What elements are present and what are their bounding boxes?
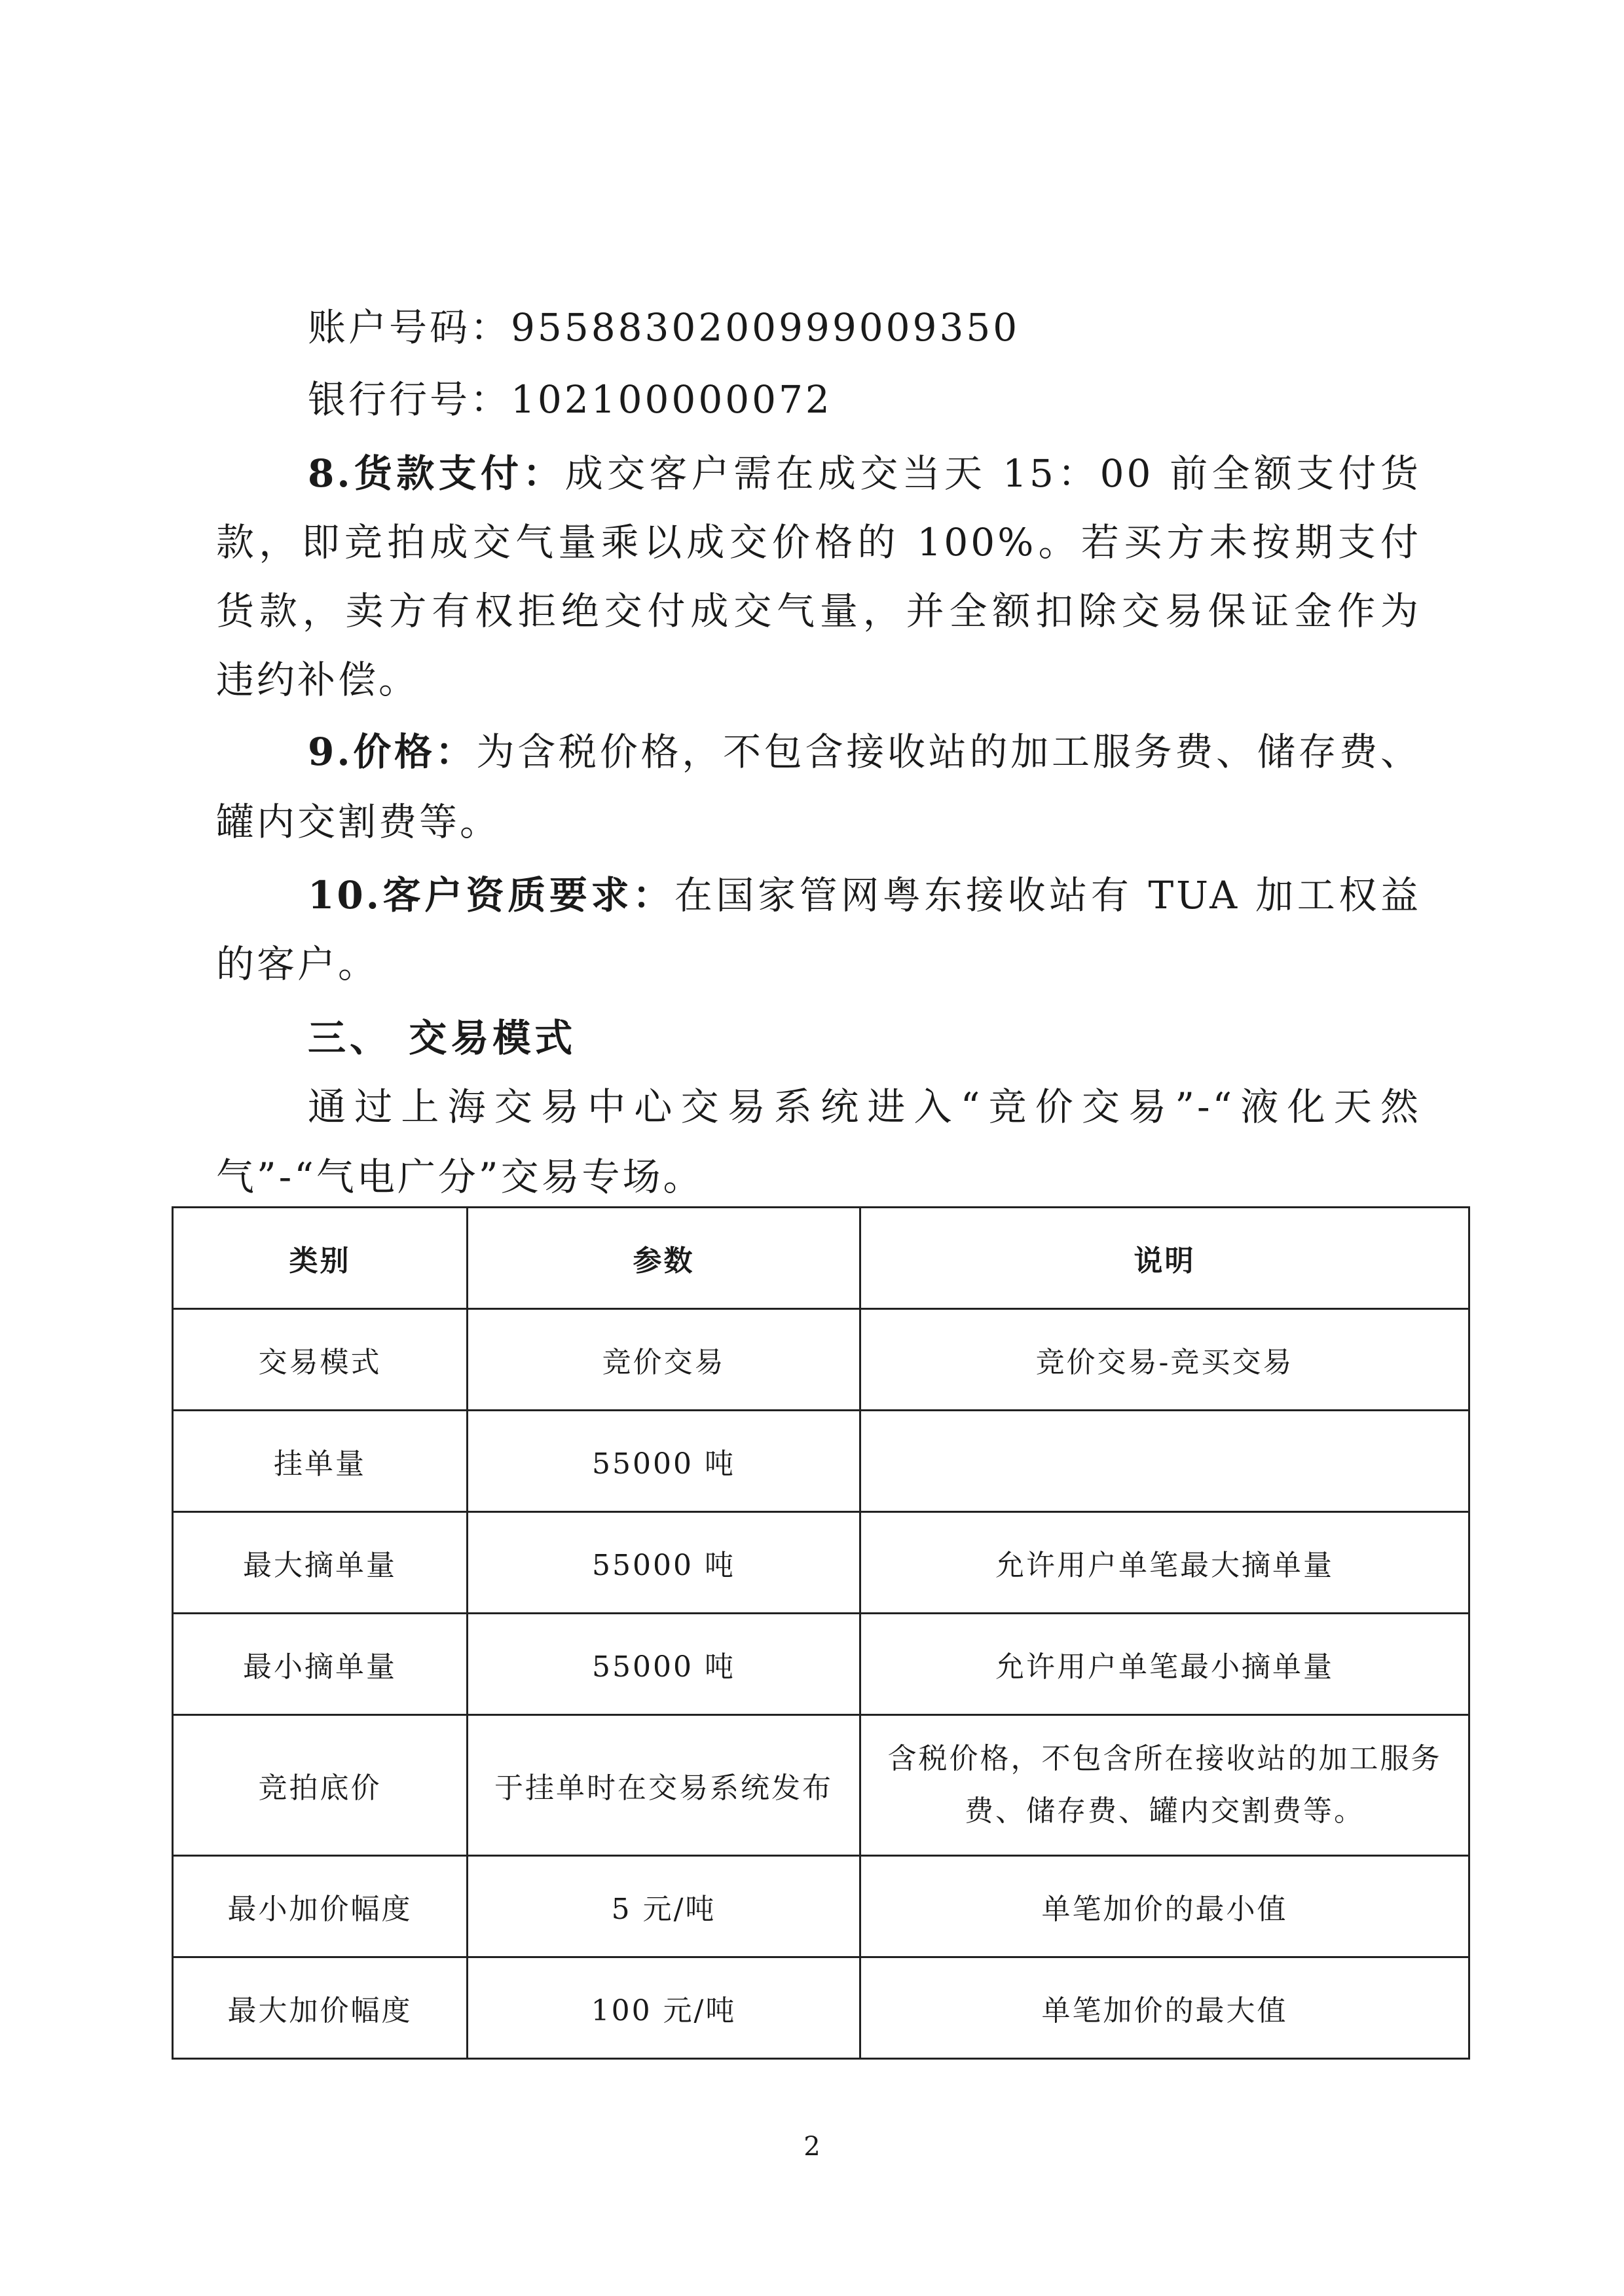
section3-paragraph-line-2: 气”-“气电广分”交易专场。: [216, 1155, 704, 1199]
price-paragraph-line-1: [308, 722, 1421, 781]
table-cell-category: 竞拍底价: [173, 1715, 468, 1856]
table-header-parameter: 参数: [468, 1208, 860, 1309]
table-cell-parameter: 55000 吨: [468, 1411, 860, 1512]
table-header-row: [173, 1208, 1469, 1309]
bank-code-value: 102100000072: [511, 377, 832, 422]
table-cell-parameter: 55000 吨: [468, 1512, 860, 1614]
table-row: [173, 1512, 1469, 1614]
table-header-category: 类别: [173, 1208, 468, 1309]
account-number-label: 账户号码：: [308, 305, 511, 350]
table-row: [173, 1715, 1469, 1856]
table-cell-description: [860, 1715, 1469, 1856]
table-cell-description: 允许用户单笔最小摘单量: [860, 1614, 1469, 1715]
payment-paragraph-line-3: 货款，卖方有权拒绝交付成交气量，并全额扣除交易保证金作为: [216, 589, 1421, 633]
description-line-1: 含税价格，不包含所在接收站的加工服务: [887, 1742, 1442, 1775]
price-text-1: 为含税价格，不包含接收站的加工服务费、储存费、: [476, 730, 1421, 774]
table-cell-category: 最小摘单量: [173, 1614, 468, 1715]
table-cell-category: 最小加价幅度: [173, 1856, 468, 1957]
payment-paragraph-line-1: [308, 444, 1421, 503]
bank-code-line: [308, 370, 1421, 429]
table-cell-parameter: 于挂单时在交易系统发布: [468, 1715, 860, 1856]
section3-paragraph-line-1: 通过上海交易中心交易系统进入“竞价交易”-“液化天然: [308, 1084, 1421, 1129]
bank-code-label: 银行行号：: [308, 377, 511, 422]
payment-paragraph-line-2: 款，即竞拍成交气量乘以成交价格的 100%。若买方未按期支付: [216, 520, 1421, 565]
table-cell-category: 挂单量: [173, 1411, 468, 1512]
table-cell-description: 允许用户单笔最大摘单量: [860, 1512, 1469, 1614]
qualification-text-1: 在国家管网粤东接收站有 TUA 加工权益: [674, 873, 1422, 917]
price-paragraph-line-2: 罐内交割费等。: [216, 800, 501, 844]
table-row: [173, 1411, 1469, 1512]
qualification-paragraph-line-1: [308, 866, 1421, 925]
price-title: 9.价格：: [308, 730, 477, 774]
table-row: [173, 1856, 1469, 1957]
table-cell-description: 单笔加价的最小值: [860, 1856, 1469, 1957]
table-cell-category: 最大摘单量: [173, 1512, 468, 1614]
qualification-title: 10.客户资质要求：: [308, 873, 674, 917]
table-cell-category: 最大加价幅度: [173, 1957, 468, 2059]
table-cell-description: 竞价交易-竞买交易: [860, 1309, 1469, 1411]
account-number-value: 9558830200999009350: [511, 305, 1020, 350]
table-header-description: 说明: [860, 1208, 1469, 1309]
table-row: [173, 1309, 1469, 1411]
table-cell-category: 交易模式: [173, 1309, 468, 1411]
trading-parameters-table: [172, 1206, 1470, 2060]
payment-text-1: 成交客户需在成交当天 15：00 前全额支付货: [564, 451, 1421, 496]
payment-paragraph-line-4: 违约补偿。: [216, 657, 420, 702]
account-number-line: [308, 298, 1421, 357]
table-cell-description: 单笔加价的最大值: [860, 1957, 1469, 2059]
page-number: 2: [803, 2132, 821, 2162]
table-row: [173, 1614, 1469, 1715]
table-row: [173, 1957, 1469, 2059]
table-cell-parameter: 竞价交易: [468, 1309, 860, 1411]
table-cell-parameter: 55000 吨: [468, 1614, 860, 1715]
table-cell-parameter: 100 元/吨: [468, 1957, 860, 2059]
table-cell-parameter: 5 元/吨: [468, 1856, 860, 1957]
payment-title: 8.货款支付：: [308, 451, 565, 496]
table-cell-description: [860, 1411, 1469, 1512]
section-heading: 三、 交易模式: [308, 1016, 577, 1060]
qualification-paragraph-line-2: 的客户。: [216, 942, 379, 986]
description-line-2: 费、储存费、罐内交割费等。: [965, 1794, 1365, 1828]
